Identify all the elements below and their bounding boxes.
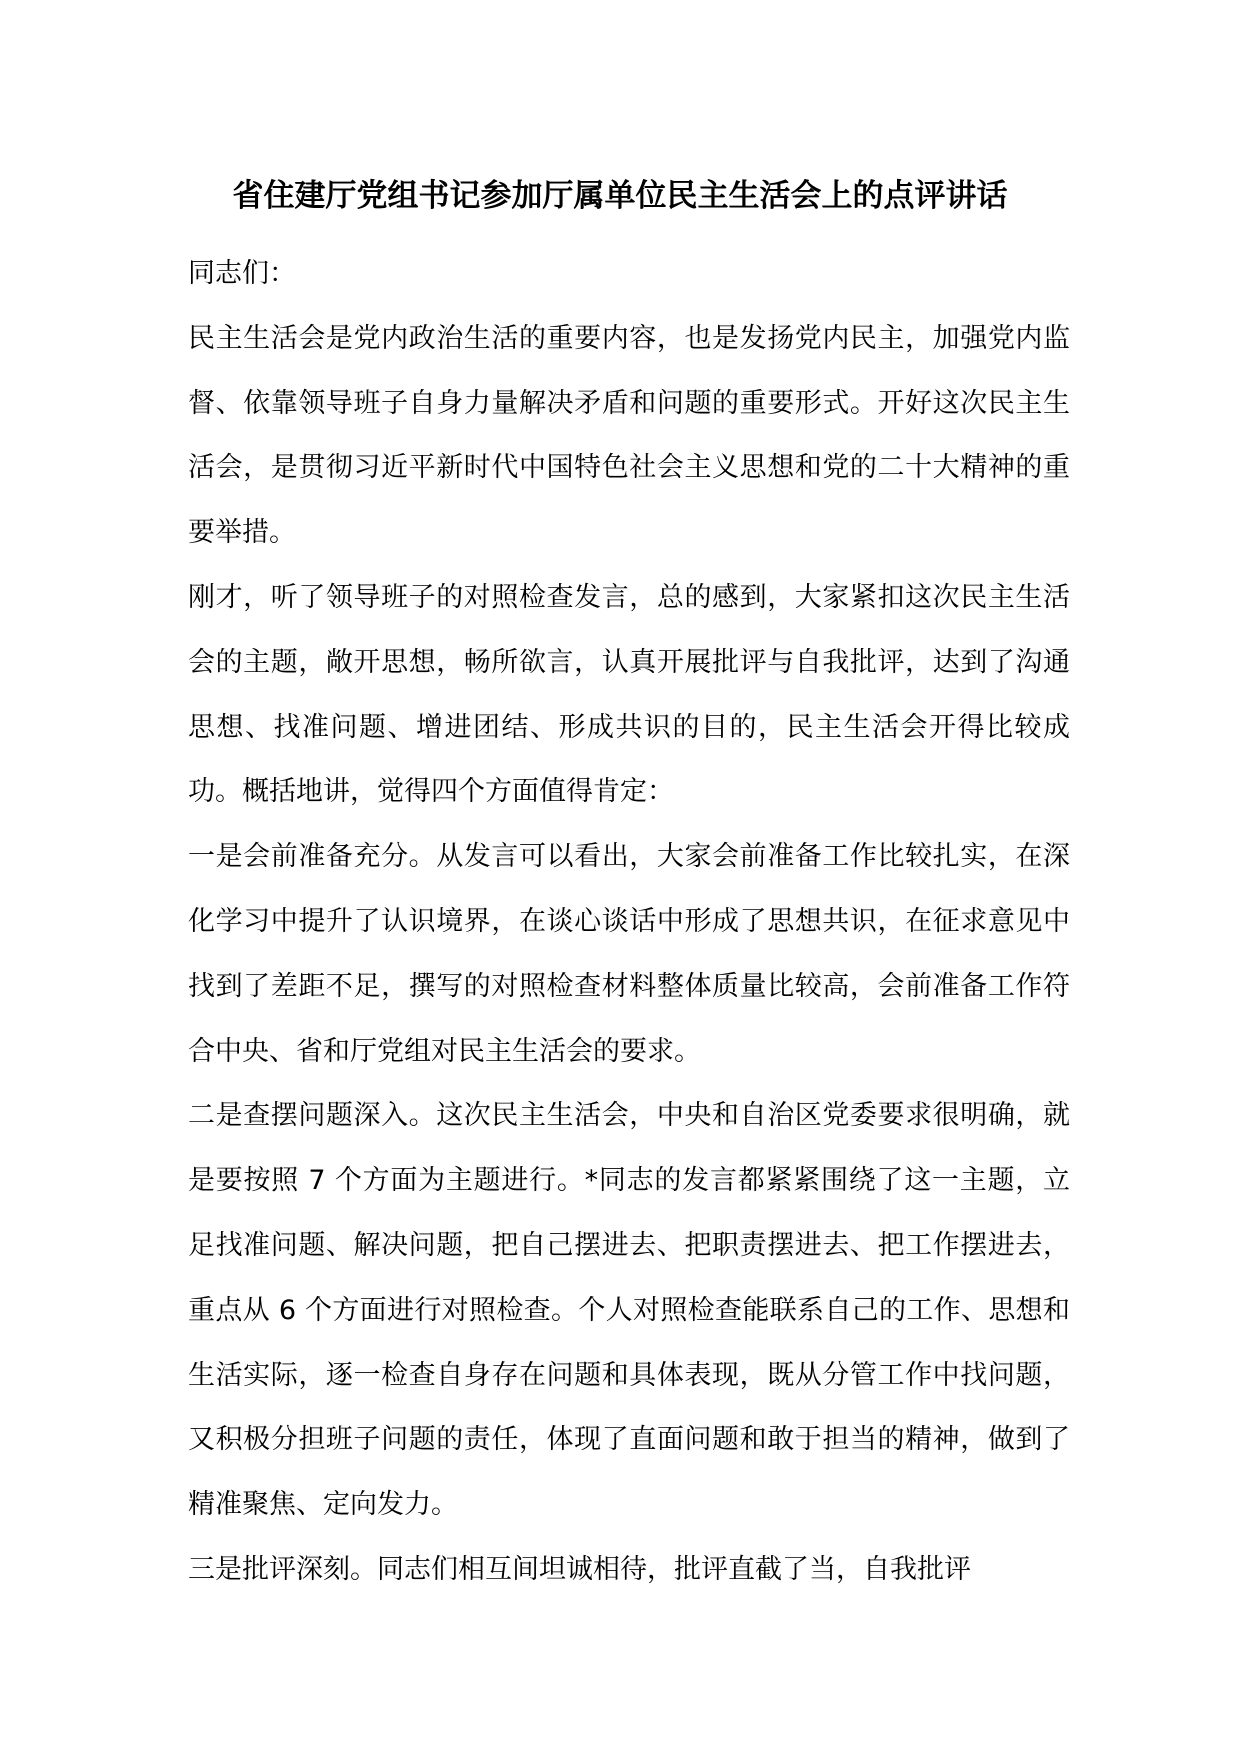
paragraph-intro: 民主生活会是党内政治生活的重要内容，也是发扬党内民主，加强党内监督、依靠领导班子自身力量解决矛盾和问题的重要形式。开好这次民主生活会，是贯彻习近平新时代中国特色社会主义思想和党的二十大精神的重要举措。 xyxy=(188,322,1070,549)
paragraph-point-one: 一是会前准备充分。从发言可以看出，大家会前准备工作比较扎实，在深化学习中提升了认识境界，在谈心谈话中形成了思想共识，在征求意见中找到了差距不足，撰写的对照检查材料整体质量比较高，会前准备工作符合中央、省和厅党组对民主生活会的要求。 xyxy=(188,841,1070,1067)
salutation: 同志们： xyxy=(188,258,296,289)
paragraph-point-three: 三是批评深刻。同志们相互间坦诚相待，批评直截了当，自我批评 xyxy=(188,1553,971,1585)
document-body xyxy=(188,242,1070,1603)
paragraph-point-two: 二是查摆问题深入。这次民主生活会，中央和自治区党委要求很明确，就是要按照 7 个方面为主题进行。*同志的发言都紧紧围绕了这一主题，立足找准问题、解决问题，把自己摆进去、把职责摆进去、把工作摆进去，重点从 6 个方面进行对照检查。个人对照检查能联系自己的工作、思想和生活实际，逐一检查自身存在问题和具体表现，既从分管工作中找问题，又积极分担班子问题的责任，体现了直面问题和敢于担当的精神，做到了精准聚焦、定向发力。 xyxy=(188,1100,1070,1521)
paragraph-overall-assessment: 刚才，听了领导班子的对照检查发言，总的感到，大家紧扣这次民主生活会的主题，敞开思想，畅所欲言，认真开展批评与自我批评，达到了沟通思想、找准问题、增进团结、形成共识的目的，民主生活会开得比较成功。概括地讲，觉得四个方面值得肯定： xyxy=(188,581,1070,808)
document-title: 省住建厅党组书记参加厅属单位民主生活会上的点评讲话 xyxy=(232,178,1008,214)
